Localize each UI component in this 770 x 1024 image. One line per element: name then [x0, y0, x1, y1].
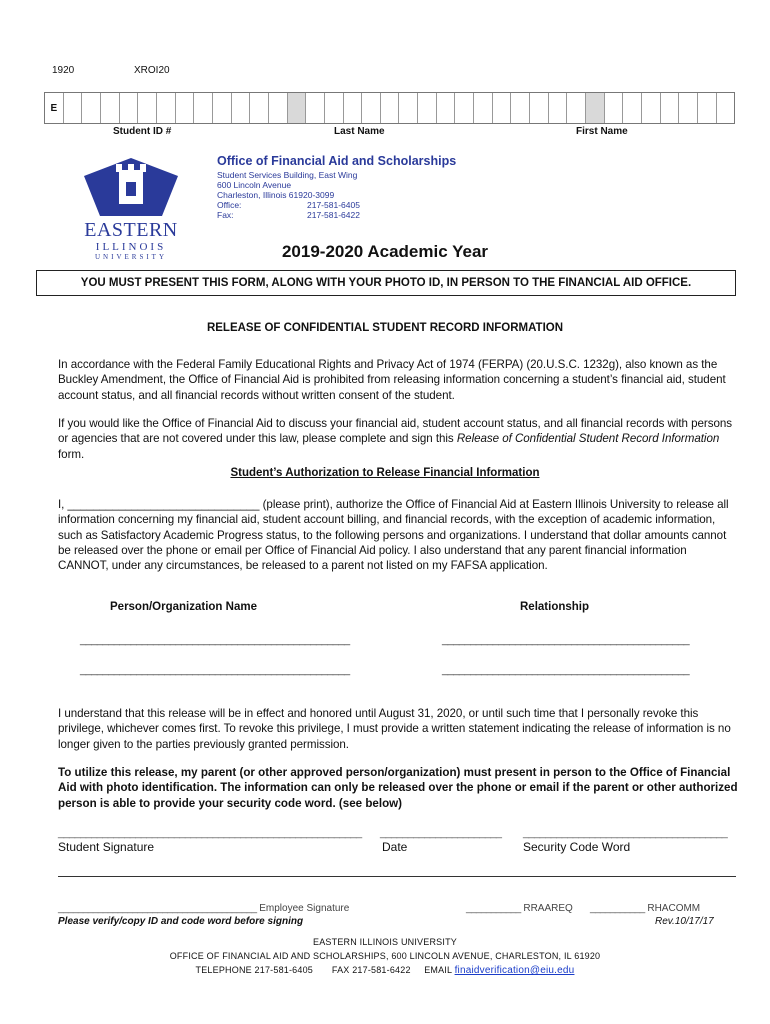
id-entry-cell[interactable]: [288, 93, 307, 123]
student-id-name-grid[interactable]: [44, 92, 735, 124]
id-entry-cell[interactable]: [381, 93, 400, 123]
id-entry-cell[interactable]: [474, 93, 493, 123]
parent-access-paragraph: To utilize this release, my parent (or other approved person/organization) must present in person to the Office of Financial Aid with photo identification. The information can only be released over the phone or email if the parent or other authorized person is able to provide your security code word. (see below): [58, 766, 738, 810]
id-entry-cell[interactable]: [455, 93, 474, 123]
id-entry-cell[interactable]: [157, 93, 176, 123]
office-building: Student Services Building, East Wing: [217, 170, 358, 180]
rraareq-field[interactable]: [466, 903, 573, 914]
relationship-field-1[interactable]: ____________________________________________: [442, 634, 690, 646]
student-signature-label: Student Signature: [58, 840, 155, 854]
footer-telephone: TELEPHONE 217-581-6405: [195, 965, 313, 975]
first-name-label: First Name: [576, 126, 628, 137]
employee-signature-label: Employee Signature: [259, 903, 350, 914]
id-entry-cell[interactable]: [232, 93, 251, 123]
id-entry-cell[interactable]: [138, 93, 157, 123]
security-code-word-field[interactable]: _____________________________________: [523, 827, 728, 839]
employee-signature-line: ________________________________________: [58, 903, 257, 914]
ferpa-paragraph: In accordance with the Federal Family Educational Rights and Privacy Act of 1974 (FERPA) (20.U.S.C. 1232g), also known as the Buckley Amendment, the Office of Financial Aid is prohibited from releasing information concerning a student’s financial aid, student account status, and all financial records without written consent of the student.: [58, 358, 726, 402]
rhacomm-field[interactable]: [590, 903, 700, 914]
verify-id-note: Please verify/copy ID and code word before signing: [58, 916, 304, 927]
revision-date: Rev.10/17/17: [655, 916, 714, 927]
office-city: Charleston, Illinois 61920-3099: [217, 190, 335, 200]
person-name-field-1[interactable]: ________________________________________________: [80, 634, 350, 646]
office-street: 600 Lincoln Avenue: [217, 180, 292, 190]
id-entry-cell[interactable]: [82, 93, 101, 123]
rraareq-label: RRAAREQ: [523, 903, 573, 914]
id-entry-cell[interactable]: [567, 93, 586, 123]
id-entry-cell[interactable]: [269, 93, 288, 123]
id-entry-cell[interactable]: [120, 93, 139, 123]
academic-year-heading: 2019-2020 Academic Year: [281, 242, 489, 261]
castle-tower-icon: [76, 156, 186, 218]
id-entry-cell[interactable]: [698, 93, 717, 123]
footer-contact: [0, 965, 770, 976]
id-entry-cell[interactable]: [101, 93, 120, 123]
date-label: Date: [382, 840, 408, 854]
id-entry-cell[interactable]: [717, 93, 735, 123]
logo-university: UNIVERSITY: [95, 253, 167, 261]
id-entry-cell[interactable]: [586, 93, 605, 123]
rraareq-line: ___________: [466, 903, 521, 914]
id-entry-cell[interactable]: [344, 93, 363, 123]
photo-id-banner: YOU MUST PRESENT THIS FORM, ALONG WITH YOUR PHOTO ID, IN PERSON TO THE FINANCIAL AID OFFICE.: [36, 270, 736, 296]
authorization-paragraph: I, ______________________________ (please print), authorize the Office of Financial Aid at Eastern Illinois University to release all information concerning my financial aid, student account billing, and financial records, with the exception of academic information, such as Satisfactory Academic Progress status, to the following persons and organizations. I understand that dollar amounts cannot be released over the phone or email per Office of Financial Aid policy. I also understand that any parent financial information CANNOT, under any circumstances, be released to a parent not listed on my FAFSA application.: [58, 498, 729, 573]
id-entry-cell[interactable]: [418, 93, 437, 123]
id-prefix-cell: E: [45, 93, 64, 123]
person-name-field-2[interactable]: ________________________________________________: [80, 664, 350, 676]
id-entry-cell[interactable]: [642, 93, 661, 123]
id-entry-cell[interactable]: [176, 93, 195, 123]
id-entry-cell[interactable]: [250, 93, 269, 123]
id-entry-cell[interactable]: [213, 93, 232, 123]
logo-illinois: ILLINOIS: [95, 241, 167, 253]
last-name-label: Last Name: [334, 126, 385, 137]
id-entry-cell[interactable]: [511, 93, 530, 123]
id-entry-cell[interactable]: [605, 93, 624, 123]
form-code-year: 1920: [52, 65, 75, 76]
relationship-field-2[interactable]: ____________________________________________: [442, 664, 690, 676]
email-link[interactable]: finaidverification@eiu.edu: [454, 965, 575, 976]
footer-fax: FAX 217-581-6422: [331, 965, 411, 975]
office-title: Office of Financial Aid and Scholarships: [217, 154, 457, 168]
employee-signature-field[interactable]: [58, 903, 349, 914]
office-phone: 217-581-6405: [307, 200, 360, 210]
student-id-label: Student ID #: [113, 126, 172, 137]
id-entry-cell[interactable]: [306, 93, 325, 123]
relationship-header: Relationship: [520, 601, 590, 613]
id-entry-cell[interactable]: [493, 93, 512, 123]
divider-rule: [58, 876, 736, 877]
office-fax: 217-581-6422: [307, 210, 360, 220]
release-purpose-paragraph: [58, 416, 738, 462]
release-purpose-text: If you would like the Office of Financial Aid to discuss your financial aid, student account status, and all financial records with persons or agencies that are not covered under this law, please complete and sign this: [58, 417, 733, 446]
office-phone-label: Office:: [217, 200, 242, 210]
id-entry-cell[interactable]: [437, 93, 456, 123]
id-entry-cell[interactable]: [623, 93, 642, 123]
date-field[interactable]: ______________________: [380, 827, 502, 839]
release-section-title: RELEASE OF CONFIDENTIAL STUDENT RECORD INFORMATION: [206, 322, 564, 334]
authorization-heading: Student’s Authorization to Release Financial Information: [230, 467, 540, 479]
office-fax-label: Fax:: [217, 210, 234, 220]
form-name-italic: Release of Confidential Student Record Information: [456, 432, 720, 446]
id-entry-cell[interactable]: [530, 93, 549, 123]
id-entry-cell[interactable]: [194, 93, 213, 123]
footer-address: OFFICE OF FINANCIAL AID AND SCHOLARSHIPS, 600 LINCOLN AVENUE, CHARLESTON, IL 61920: [169, 951, 601, 961]
logo-eastern: EASTERN: [84, 219, 178, 241]
footer-university: EASTERN ILLINOIS UNIVERSITY: [313, 937, 457, 947]
id-entry-cell[interactable]: [661, 93, 680, 123]
id-entry-cell[interactable]: [399, 93, 418, 123]
revocation-paragraph: I understand that this release will be in effect and honored until August 31, 2020, or until such time that I personally revoke this privilege, whichever comes first. To revoke this privilege, I must provide a written statement indicating the release of information is no longer given to the parties previously granted permission.: [58, 707, 731, 751]
id-entry-cell[interactable]: [549, 93, 568, 123]
footer-email-label: EMAIL: [424, 965, 452, 975]
person-organization-header: Person/Organization Name: [110, 601, 257, 613]
id-entry-cell[interactable]: [679, 93, 698, 123]
student-signature-field[interactable]: _______________________________________________________: [58, 827, 362, 839]
id-entry-cell[interactable]: [362, 93, 381, 123]
id-entry-cell[interactable]: [64, 93, 83, 123]
security-code-word-label: Security Code Word: [523, 840, 631, 854]
rhacomm-line: ___________: [590, 903, 645, 914]
id-entry-cell[interactable]: [325, 93, 344, 123]
form-code: XROI20: [134, 65, 170, 76]
release-purpose-end: form.: [58, 447, 85, 461]
rhacomm-label: RHACOMM: [647, 903, 701, 914]
